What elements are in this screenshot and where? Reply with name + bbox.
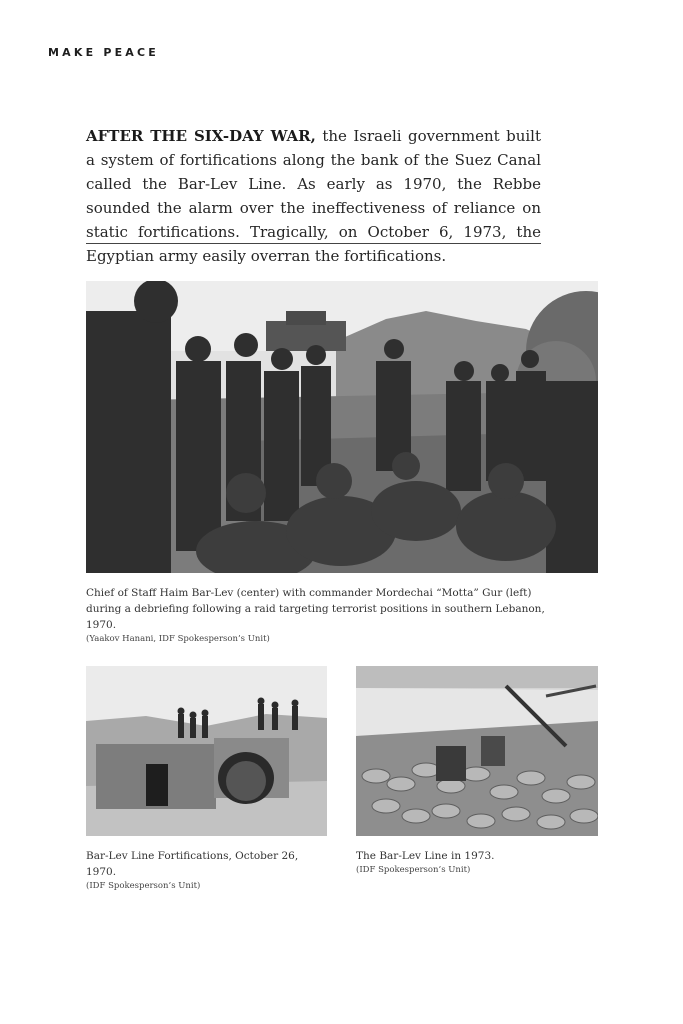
photo-credit: (Yaakov Hanani, IDF Spokesperson’s Unit)	[86, 634, 270, 644]
running-head: MAKE PEACE	[48, 46, 160, 59]
caption-debriefing	[86, 585, 556, 646]
photo-barlev-1973	[356, 666, 598, 836]
caption-text: The Bar-Lev Line in 1973.	[356, 850, 495, 862]
photo-credit: (IDF Spokesperson’s Unit)	[356, 865, 471, 875]
photo-bunker-1970	[86, 666, 327, 836]
caption-bunker-1970	[86, 848, 326, 893]
intro-body: the Israeli government built a system of fortifications along the bank of the Suez Canal called the Bar-Lev Line. As early as 1970, the Rebbe sounded the alarm over the ineffectiveness of reliance on static fortifications. Tragically, on October 6, 1973, the Egyptian army easily overran the fortifications.	[86, 127, 541, 265]
caption-text: Bar-Lev Line Fortifications, October 26, 1970.	[86, 850, 299, 878]
intro-paragraph	[86, 124, 541, 268]
caption-text: Chief of Staff Haim Bar-Lev (center) with commander Mordechai “Motta” Gur (left) during a debriefing following a raid targeting terrorist positions in southern Lebanon, 1970.	[86, 587, 545, 631]
intro-lead: AFTER THE SIX-DAY WAR,	[86, 127, 316, 145]
photo-credit: (IDF Spokesperson’s Unit)	[86, 881, 201, 891]
caption-barlev-1973	[356, 848, 596, 877]
divider-rule	[86, 243, 541, 244]
photo-debriefing	[86, 281, 598, 573]
